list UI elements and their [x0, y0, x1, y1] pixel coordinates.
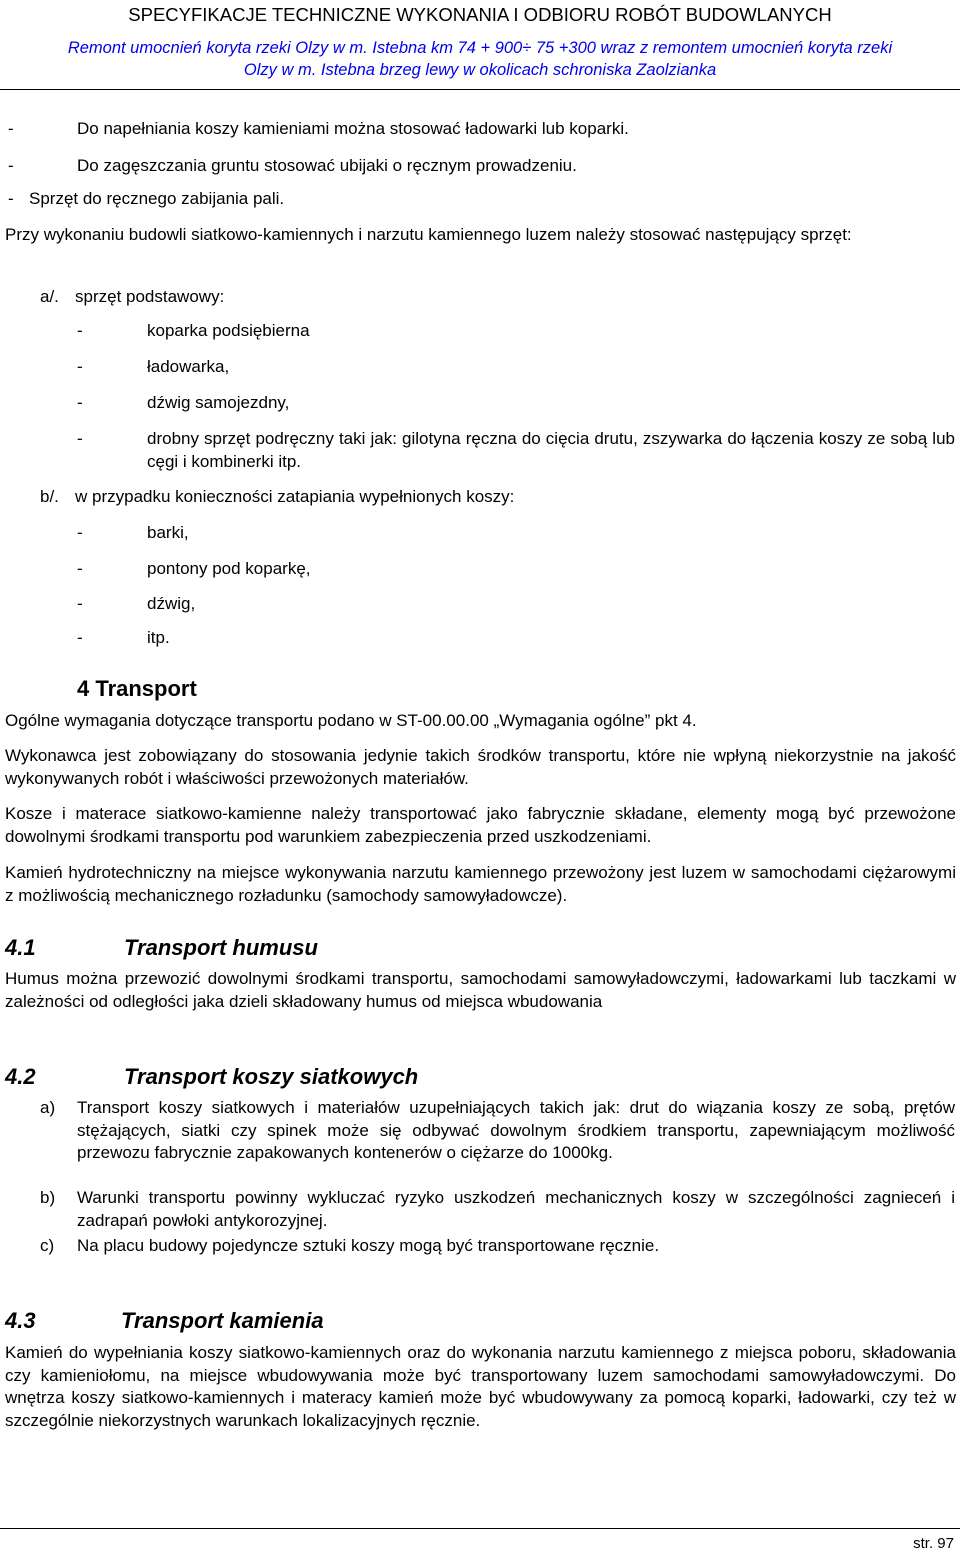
- bullet-text: itp.: [147, 628, 170, 647]
- section-4-heading: 4 Transport: [77, 676, 197, 701]
- bullet-text: dźwig samojezdny,: [147, 393, 290, 412]
- group-b-label: b/.: [40, 487, 59, 506]
- section-4-3-paragraph: Kamień do wypełniania koszy siatkowo-kamiennych oraz do wykonania narzutu kamiennego z miejsca poboru, składowania czy kamieniołomu, na miejsce wbudowywania może być transportowany luzem samochodami samowyładowczymi. Do wnętrza koszy siatkowo-kamiennych i materacy kamień może być wbudowywany za pomocą koparki, ładowarki, czy też w szczególnie niekorzystnych warunkach lokalizacyjnych ręcznie.: [5, 1343, 956, 1430]
- bullet-dash: -: [8, 156, 14, 175]
- footer-divider: [0, 1528, 960, 1529]
- page-number: str. 97: [913, 1535, 954, 1552]
- bullet-text: Sprzęt do ręcznego zabijania pali.: [29, 189, 285, 208]
- header-subtitle-line2: Olzy w m. Istebna brzeg lewy w okolicach schroniska Zaolzianka: [243, 61, 717, 79]
- group-a-label: a/.: [40, 287, 59, 306]
- intro-paragraph: Przy wykonaniu budowli siatkowo-kamiennych i narzutu kamiennego luzem należy stosować następujący sprzęt:: [5, 225, 852, 244]
- list-item-text: Warunki transportu powinny wykluczać ryzyko uszkodzeń mechanicznych koszy w szczególności zagnieceń i zadrapań powłoki antykorozyjnej.: [77, 1188, 955, 1230]
- bullet-dash: -: [8, 119, 14, 138]
- section-4-2-title: Transport koszy siatkowych: [124, 1064, 419, 1089]
- bullet-text: dźwig,: [147, 594, 196, 613]
- bullet-dash: -: [8, 189, 14, 208]
- bullet-dash: -: [77, 559, 83, 578]
- section-4-paragraph: Ogólne wymagania dotyczące transportu podano w ST-00.00.00 „Wymagania ogólne” pkt 4.: [5, 711, 697, 730]
- section-4-1-number: 4.1: [5, 935, 36, 960]
- section-4-paragraph: Kamień hydrotechniczny na miejsce wykonywania narzutu kamiennego przewożony jest luzem w samochodami ciężarowymi z możliwością mechanicznego rozładunku (samochody samowyładowcze).: [5, 863, 956, 905]
- section-4-2-number: 4.2: [5, 1064, 36, 1089]
- group-b-title: w przypadku konieczności zatapiania wypełnionych koszy:: [75, 487, 515, 506]
- header-subtitle-line1: Remont umocnień koryta rzeki Olzy w m. Istebna km 74 + 900÷ 75 +300 wraz z remontem umocnień koryta rzeki: [67, 39, 893, 57]
- bullet-text: drobny sprzęt podręczny taki jak: gilotyna ręczna do cięcia drutu, zszywarka do łączenia koszy ze sobą lub cęgi i kombinerki itp.: [147, 429, 955, 471]
- section-4-1-paragraph: Humus można przewozić dowolnymi środkami transportu, samochodami samowyładowczymi, ładowarkami lub taczkami w zależności od odległości jaka dzieli składowany humus od miejsca wbudowania: [5, 969, 956, 1011]
- list-item-label: a): [40, 1098, 56, 1117]
- list-item-label: c): [40, 1236, 55, 1255]
- group-a-title: sprzęt podstawowy:: [75, 287, 225, 306]
- header-divider: [0, 89, 960, 90]
- bullet-text: Do napełniania koszy kamieniami można stosować ładowarki lub koparki.: [77, 119, 629, 138]
- bullet-dash: -: [77, 594, 83, 613]
- list-item-text: Na placu budowy pojedyncze sztuki koszy mogą być transportowane ręcznie.: [77, 1236, 660, 1255]
- bullet-text: barki,: [147, 523, 189, 542]
- bullet-text: Do zagęszczania gruntu stosować ubijaki o ręcznym prowadzeniu.: [77, 156, 577, 175]
- list-item-text: Transport koszy siatkowych i materiałów uzupełniających takich jak: drut do wiązania koszy ze sobą, prętów stężających, siatki czy spinek może się odbywać dowolnym środkiem transportu, zapewniającym możliwość przewozu fabrycznie zapakowanych kontenerów o ciężarze do 1000kg.: [77, 1098, 955, 1162]
- bullet-dash: -: [77, 523, 83, 542]
- bullet-dash: -: [77, 393, 83, 412]
- bullet-text: pontony pod koparkę,: [147, 559, 311, 578]
- bullet-text: koparka podsiębierna: [147, 321, 310, 340]
- section-4-1-title: Transport humusu: [124, 935, 318, 960]
- bullet-dash: -: [77, 628, 83, 647]
- bullet-dash: -: [77, 429, 83, 448]
- bullet-text: ładowarka,: [147, 357, 230, 376]
- section-4-3-number: 4.3: [5, 1308, 36, 1333]
- bullet-dash: -: [77, 321, 83, 340]
- bullet-dash: -: [77, 357, 83, 376]
- list-item-label: b): [40, 1188, 56, 1207]
- section-4-3-title: Transport kamienia: [121, 1308, 324, 1333]
- section-4-paragraph: Kosze i materace siatkowo-kamienne należy transportować jako fabrycznie składane, elementy mogą być przewożone dowolnymi środkami transportu pod warunkiem zabezpieczenia przed uszkodzeniami.: [5, 804, 956, 846]
- header-title: SPECYFIKACJE TECHNICZNE WYKONANIA I ODBIORU ROBÓT BUDOWLANYCH: [128, 4, 832, 25]
- header-subtitle: [0, 37, 960, 81]
- section-4-paragraph: Wykonawca jest zobowiązany do stosowania jedynie takich środków transportu, które nie wpłyną niekorzystnie na jakość wykonywanych robót i właściwości przewożonych materiałów.: [5, 746, 956, 788]
